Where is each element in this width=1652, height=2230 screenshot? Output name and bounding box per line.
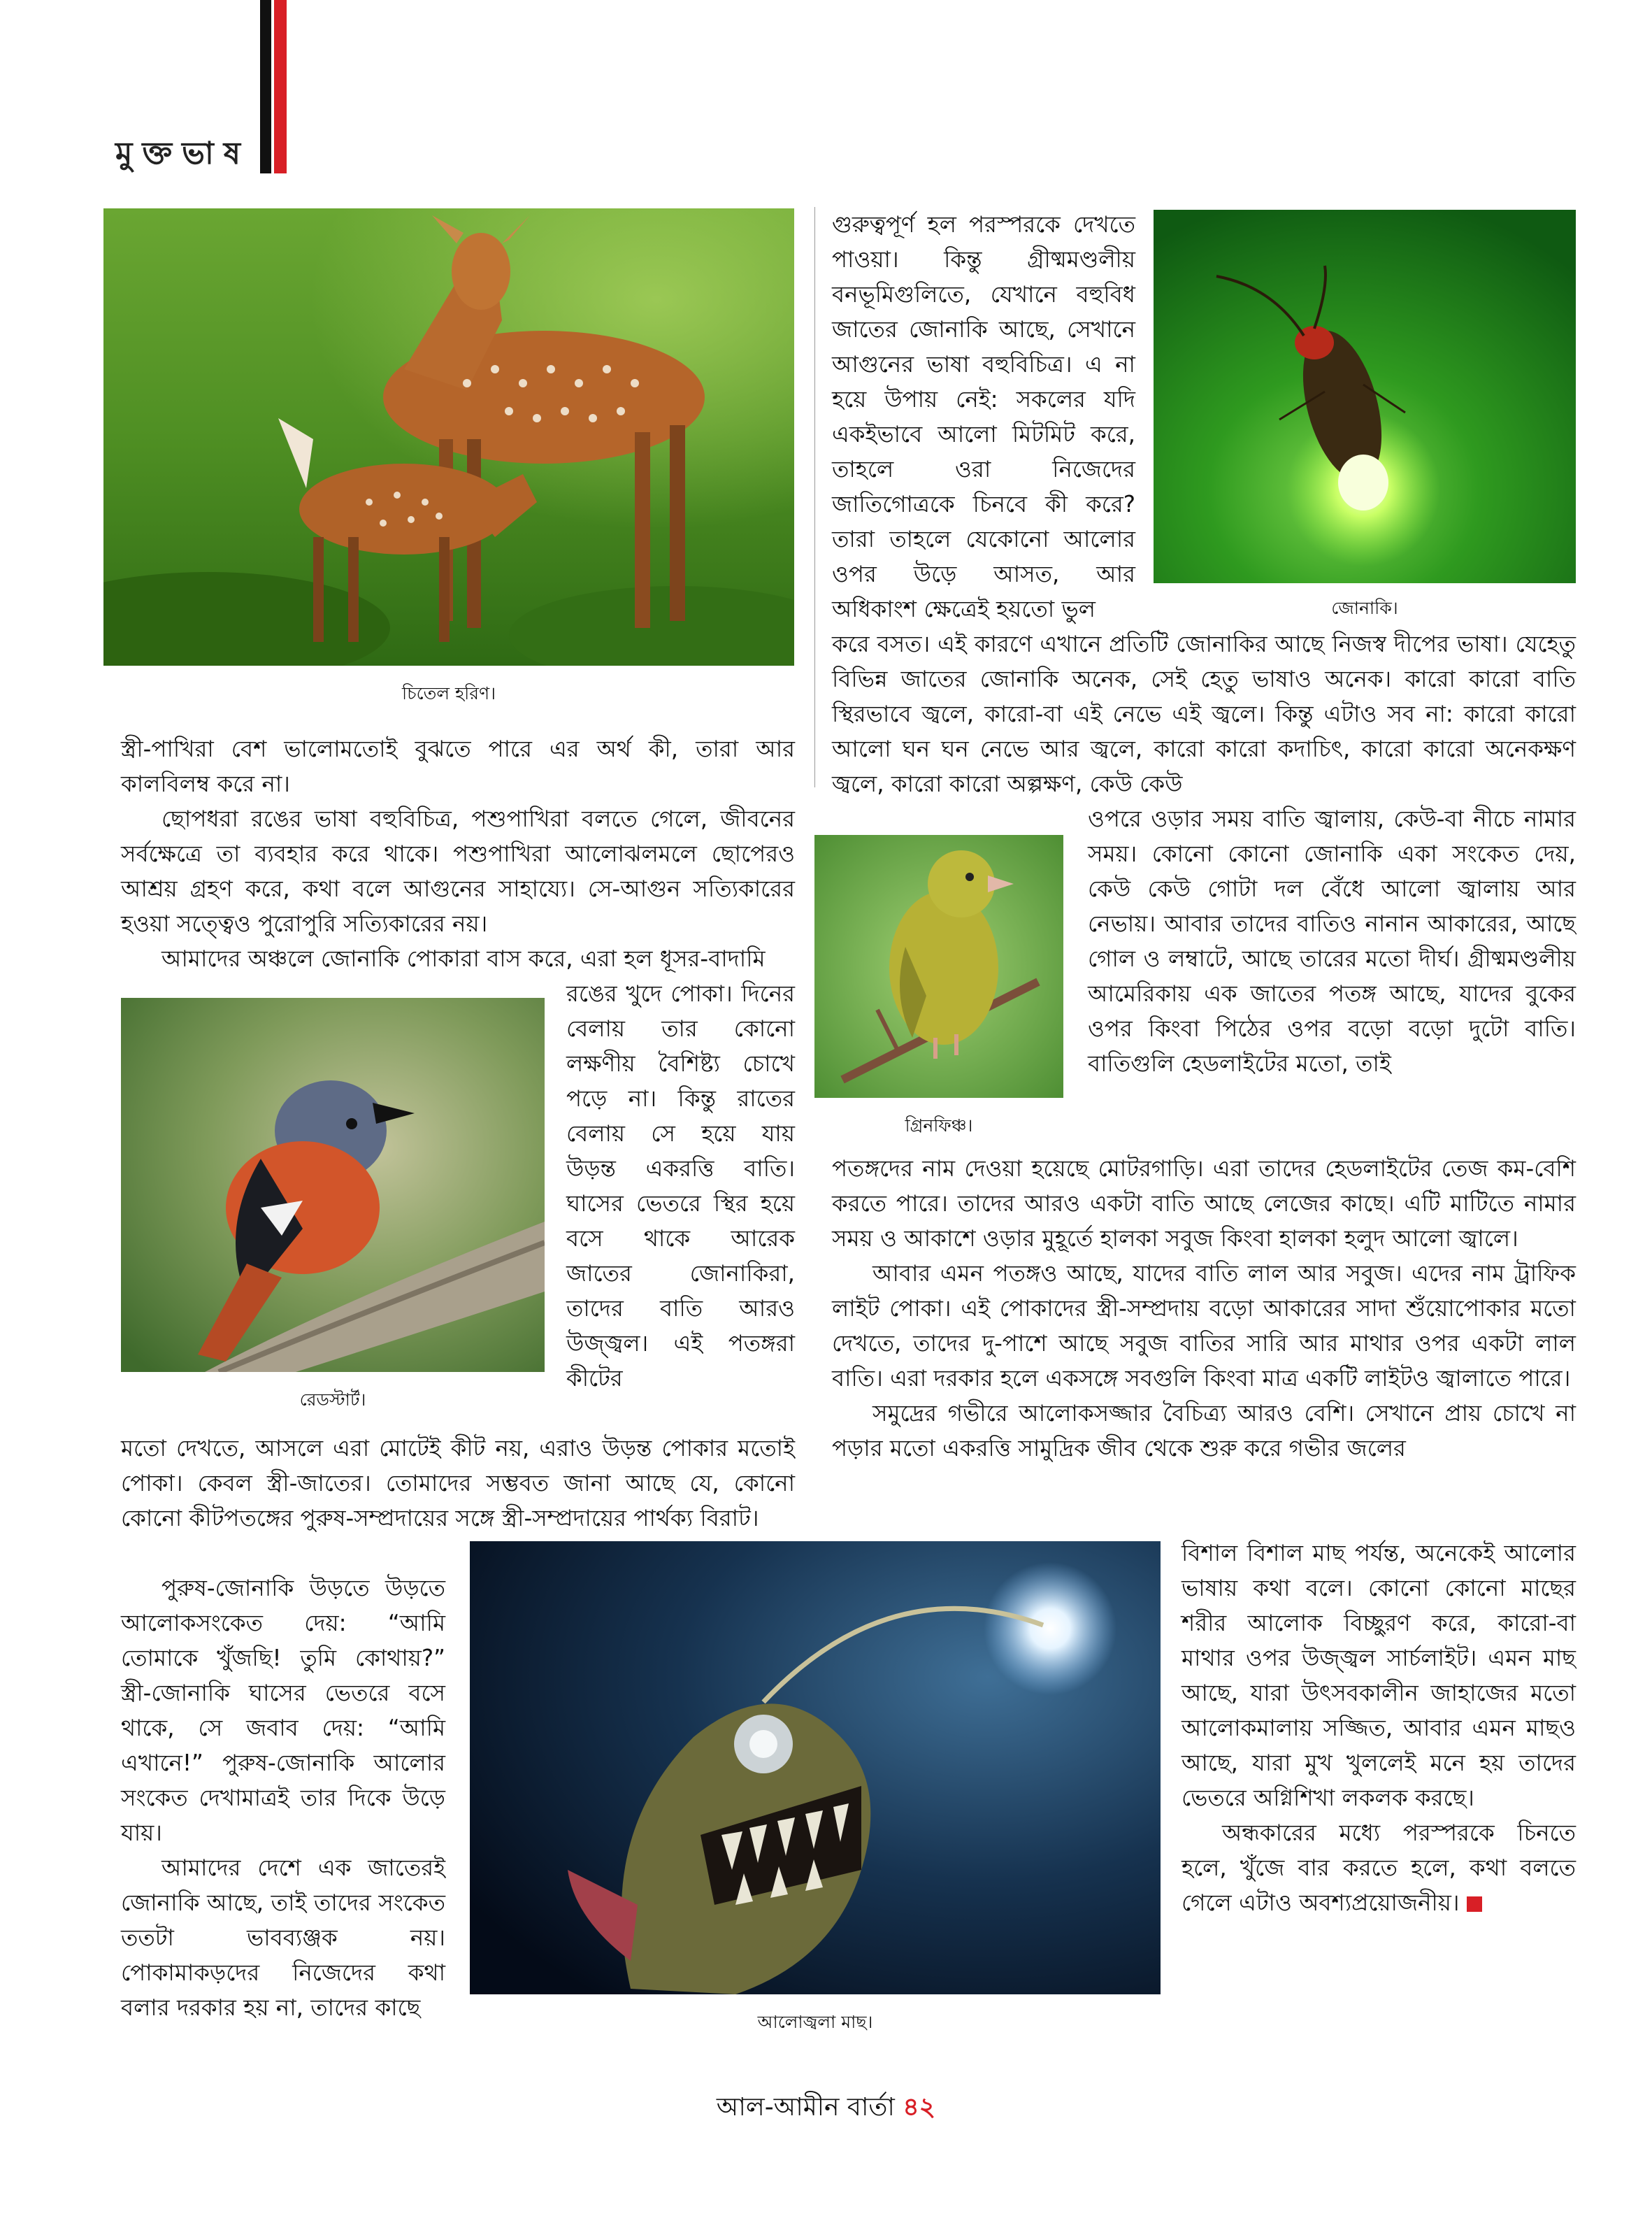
paragraph: মতো দেখতে, আসলে এরা মোটেই কীট নয়, এরাও উড়ন্ত পোকার মতোই পোকা। কেবল স্ত্রী-জাতের। তোমাদের সম্ভবত জানা আছে যে, কোনো কোনো কীটপতঙ্গের পুরুষ-সম্প্রদায়ের সঙ্গে স্ত্রী-সম্প্রদায়ের পার্থক্য বিরাট। <box>121 1435 795 1531</box>
article-right-top <box>832 207 1135 627</box>
magazine-name: আল-আমীন বার্তা <box>716 2093 895 2122</box>
paragraph: স্ত্রী-পাখিরা বেশ ভালোমতোই বুঝতে পারে এর অর্থ কী, তারা আর কালবিলম্ব করে না। <box>121 736 795 797</box>
firefly-photo <box>1154 210 1576 583</box>
header-bar-red <box>274 0 287 173</box>
paragraph: সমুদ্রের গভীরে আলোকসজ্জার বৈচিত্র্য আরও বেশি। সেখানে প্রায় চোখে না পড়ার মতো একরত্তি সামুদ্রিক জীব থেকে শুরু করে গভীর জলের <box>832 1400 1576 1461</box>
paragraph: বিশাল বিশাল মাছ পর্যন্ত, অনেকেই আলোর ভাষায় কথা বলে। কোনো কোনো মাছের শরীর আলোক বিচ্ছুরণ করে, কারো-বা মাথার ওপর উজ্জ্বল সার্চলাইট। এমন মাছ আছে, যারা উৎসবকালীন জাহাজের মতো আলোকমালায় সজ্জিত, আবার এমন মাছও আছে, যারা মুখ খুললেই মনে হয় তাদের ভেতরে অগ্নিশিখা লকলক করছে। <box>1181 1540 1576 1811</box>
paragraph <box>1181 1815 1576 1920</box>
header-bar-black <box>260 0 271 173</box>
column-divider <box>814 207 815 787</box>
redstart-caption: রেডস্টার্ট। <box>299 1389 366 1410</box>
article-right-bottom <box>1181 1536 1576 1920</box>
paragraph: আবার এমন পতঙ্গও আছে, যাদের বাতি লাল আর সবুজ। এদের নাম ট্রাফিক লাইট পোকা। এই পোকাদের স্ত্রী-সম্প্রদায় বড়ো আকারের সাদা শুঁয়োপোকার মতো দেখতে, তাদের দু-পাশে আছে সবুজ বাতির সারি আর মাথার ওপর একটা লাল বাতি। এরা দরকার হলে একসঙ্গে সবগুলি কিংবা মাত্র একটি লাইটও জ্বালাতে পারে। <box>832 1260 1576 1392</box>
greenfinch-caption: গ্রিনফিঞ্চ। <box>905 1115 973 1136</box>
article-right-mid <box>832 627 1576 801</box>
greenfinch-photo <box>814 835 1063 1098</box>
paragraph: গুরুত্বপূর্ণ হল পরস্পরকে দেখতে পাওয়া। কিন্তু গ্রীষ্মমণ্ডলীয় বনভূমিগুলিতে, যেখানে বহুবিধ জাতের জোনাকি আছে, সেখানে আগুনের ভাষা বহুবিচিত্র। এ না হয়ে উপায় নেই: সকলের যদি একইভাবে আলো মিটমিট করে, তাহলে ওরা নিজেদের জাতিগোত্রকে চিনবে কী করে? তারা তাহলে যেকোনো আলোর ওপর উড়ে আসত, আর অধিকাংশ ক্ষেত্রেই হয়তো ভুল <box>832 211 1135 622</box>
article-right-finch <box>1088 801 1576 1081</box>
paragraph: পুরুষ-জোনাকি উড়তে উড়তে আলোকসংকেত দেয়: “আমি তোমাকে খুঁজছি! তুমি কোথায়?” স্ত্রী-জোনাকি ঘাসের ভেতরে বসে থাকে, সে জবাব দেয়: “আমি এখানে!” পুরুষ-জোনাকি আলোর সংকেত দেখামাত্রই তার দিকে উড়ে যায়। <box>121 1575 445 1846</box>
section-label: মুক্তভাষ <box>115 136 250 171</box>
end-mark-icon <box>1467 1896 1482 1912</box>
closing-text: অন্ধকারের মধ্যে পরস্পরকে চিনতে হলে, খুঁজে বার করতে হলে, কথা বলতে গেলে এটাও অবশ্যপ্রয়োজনীয়। <box>1181 1820 1576 1916</box>
firefly-caption: জোনাকি। <box>1331 598 1398 618</box>
page-number: ৪২ <box>903 2093 936 2122</box>
article-left-bottom <box>121 1571 445 2025</box>
paragraph: করে বসত। এই কারণে এখানে প্রতিটি জোনাকির আছে নিজস্ব দীপের ভাষা। যেহেতু বিভিন্ন জাতের জোনাকি অনেক, সেই হেতু ভাষাও অনেক। কারো কারো বাতি স্থিরভাবে জ্বলে, কারো-বা এই নেভে এই জ্বলে। কিন্তু এটাও সব না: কারো কারো আলো ঘন ঘন নেভে আর জ্বলে, কারো কারো কদাচিৎ, কারো কারো অনেকক্ষণ জ্বলে, কারো কারো অল্পক্ষণ, কেউ কেউ <box>832 631 1576 797</box>
article-left-beside-redstart <box>566 976 795 1396</box>
paragraph: আমাদের দেশে এক জাতেরই জোনাকি আছে, তাই তাদের সংকেত ততটা ভাবব্যঞ্জক নয়। পোকামাকড়দের নিজেদের কথা বলার দরকার হয় না, তাদের কাছে <box>121 1854 445 2021</box>
paragraph: আমাদের অঞ্চলে জোনাকি পোকারা বাস করে, এরা হল ধূসর-বাদামি <box>161 945 766 972</box>
page-footer <box>0 2088 1652 2130</box>
article-left-mid <box>121 1431 795 1536</box>
article-right-after-finch <box>832 1151 1576 1466</box>
deer-caption: চিতেল হরিণ। <box>401 683 496 703</box>
deer-photo <box>103 208 794 666</box>
paragraph: ছোপধরা রঙের ভাষা বহুবিচিত্র, পশুপাখিরা বলতে গেলে, জীবনের সর্বক্ষেত্রে তা ব্যবহার করে থাকে। পশুপাখিরা আলোঝলমলে ছোপেরও আশ্রয় গ্রহণ করে, কথা বলে আগুনের সাহায্যে। সে-আগুন সত্যিকারের হওয়া সত্ত্বেও পুরোপুরি সত্যিকারের নয়। <box>121 806 795 937</box>
paragraph: ওপরে ওড়ার সময় বাতি জ্বালায়, কেউ-বা নীচে নামার সময়। কোনো কোনো জোনাকি একা সংকেত দেয়, কেউ কেউ গোটা দল বেঁধে আলো জ্বালায় আর নেভায়। আবার তাদের বাতিও নানান আকারের, আছে গোল ও লম্বাটে, আছে তারের মতো দীর্ঘ। গ্রীষ্মমণ্ডলীয় আমেরিকায় এক জাতের পতঙ্গ আছে, যাদের বুকের ওপর কিংবা পিঠের ওপর বড়ো বড়ো দুটো বাতি। বাতিগুলি হেডলাইটের মতো, তাই <box>1088 806 1576 1077</box>
paragraph: রঙের খুদে পোকা। দিনের বেলায় তার কোনো লক্ষণীয় বৈশিষ্ট্য চোখে পড়ে না। কিন্তু রাতের বেলায় সে হয়ে যায় উড়ন্ত একরত্তি বাতি। ঘাসের ভেতরে স্থির হয়ে বসে থাকে আরেক জাতের জোনাকিরা, তাদের বাতি আরও উজ্জ্বল। এই পতঙ্গরা কীটের <box>566 980 795 1392</box>
anglerfish-photo <box>470 1541 1161 1994</box>
article-left-top <box>121 731 795 976</box>
redstart-photo <box>121 998 545 1372</box>
anglerfish-caption: আলোজ্বলা মাছ। <box>757 2012 873 2032</box>
paragraph: পতঙ্গদের নাম দেওয়া হয়েছে মোটরগাড়ি। এরা তাদের হেডলাইটের তেজ কম-বেশি করতে পারে। তাদের আরও একটা বাতি আছে লেজের কাছে। এটি মাটিতে নামার সময় ও আকাশে ওড়ার মুহূর্তে হালকা সবুজ কিংবা হালকা হলুদ আলো জ্বালে। <box>832 1155 1576 1252</box>
